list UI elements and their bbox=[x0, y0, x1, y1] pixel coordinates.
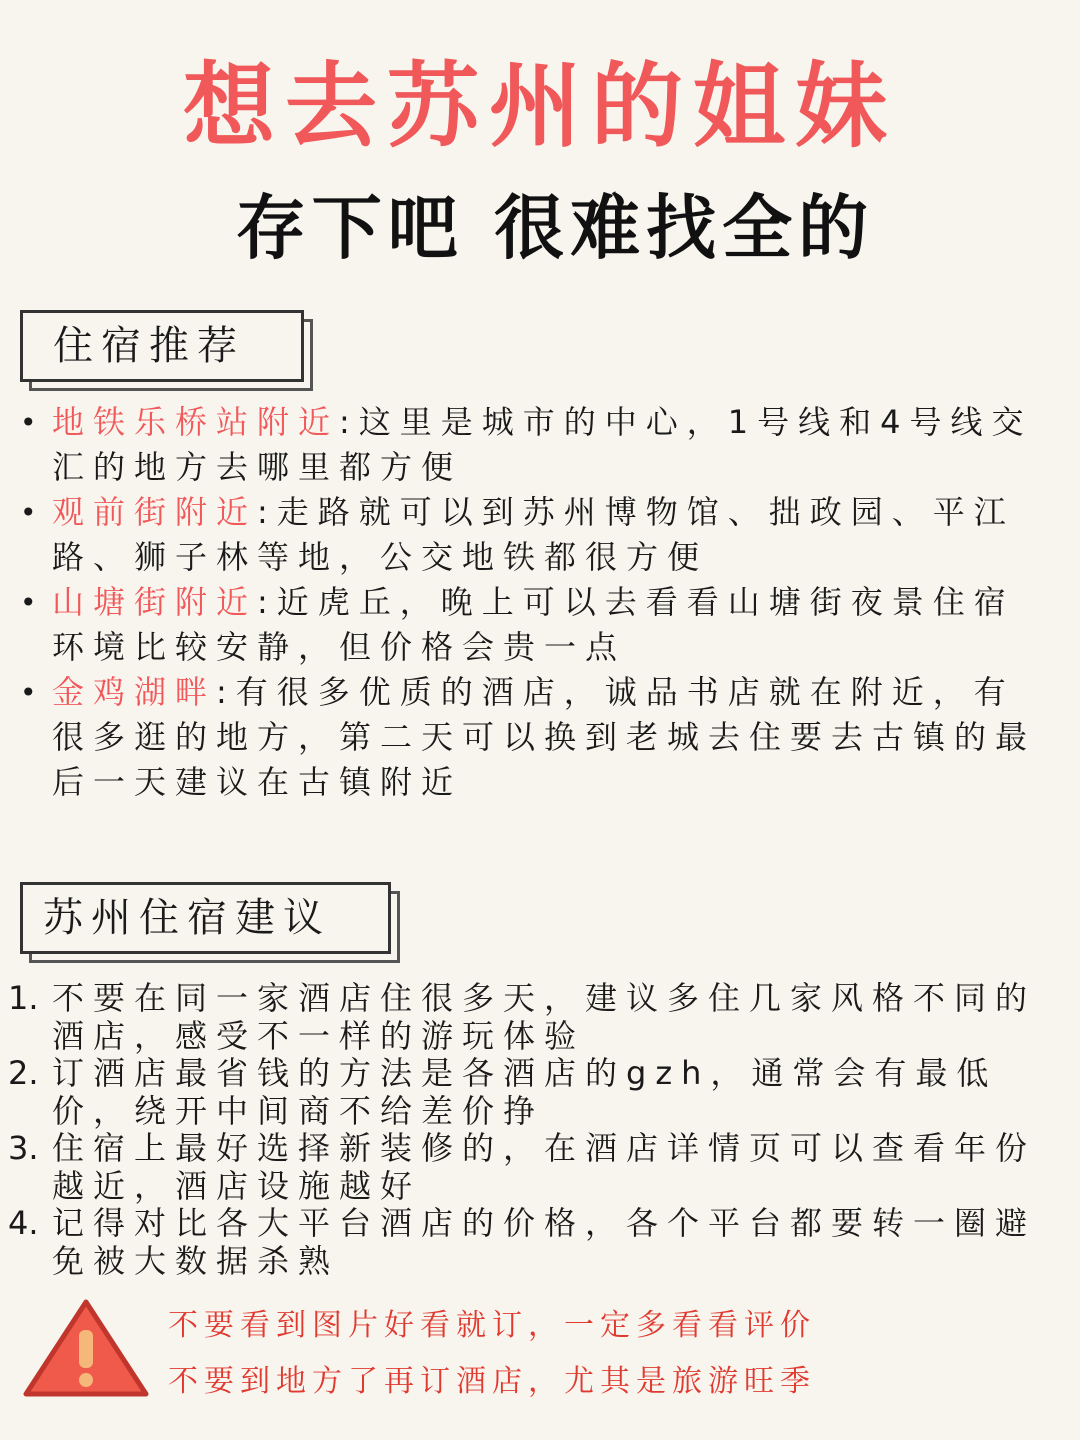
list-item bbox=[0, 400, 1080, 490]
warning-text-1: 不要看到图片好看就订，一定多看看评价 bbox=[168, 1308, 816, 1343]
section-label-accommodation: 住宿推荐 bbox=[20, 310, 304, 382]
bullet-icon: • bbox=[20, 496, 46, 529]
section-label-advice: 苏州住宿建议 bbox=[20, 882, 391, 954]
advice-text: 订酒店最省钱的方法是各酒店的gzh，通常会有最低价，绕开中间商不给差价挣 bbox=[52, 1054, 998, 1130]
list-item bbox=[0, 1205, 1080, 1280]
advice-text: 记得对比各大平台酒店的价格，各个平台都要转一圈避免被大数据杀熟 bbox=[52, 1204, 1037, 1280]
place-description: :近虎丘，晚上可以去看看山塘街夜景住宿环境比较安静，但价格会贵一点 bbox=[52, 583, 1015, 666]
place-name: 金鸡湖畔 bbox=[52, 673, 217, 711]
list-item bbox=[0, 580, 1080, 670]
bullet-icon: • bbox=[20, 406, 46, 439]
list-item bbox=[0, 1130, 1080, 1205]
bullet-icon: • bbox=[20, 586, 46, 619]
place-name: 山塘街附近 bbox=[52, 583, 258, 621]
place-description: :走路就可以到苏州博物馆、拙政园、平江路、狮子林等地，公交地铁都很方便 bbox=[52, 493, 1015, 576]
warning-text-2: 不要到地方了再订酒店，尤其是旅游旺季 bbox=[168, 1364, 816, 1399]
place-name: 地铁乐桥站附近 bbox=[52, 403, 340, 441]
item-number: 1. bbox=[8, 979, 39, 1017]
advice-text: 不要在同一家酒店住很多天，建议多住几家风格不同的酒店，感受不一样的游玩体验 bbox=[52, 979, 1037, 1055]
advice-list bbox=[0, 980, 1080, 1280]
advice-text: 住宿上最好选择新装修的，在酒店详情页可以查看年份越近，酒店设施越好 bbox=[52, 1129, 1037, 1205]
list-item bbox=[0, 670, 1080, 805]
item-number: 4. bbox=[8, 1204, 39, 1242]
list-item bbox=[0, 980, 1080, 1055]
page-title: 想去苏州的姐妹 bbox=[182, 53, 897, 160]
bullet-icon: • bbox=[20, 676, 46, 709]
page-subtitle: 存下吧 很难找全的 bbox=[235, 187, 875, 269]
warning-triangle-icon bbox=[22, 1298, 150, 1398]
place-name: 观前街附近 bbox=[52, 493, 258, 531]
list-item bbox=[0, 490, 1080, 580]
list-item bbox=[0, 1055, 1080, 1130]
accommodation-list bbox=[0, 400, 1080, 805]
place-description: :这里是城市的中心，1号线和4号线交汇的地方去哪里都方便 bbox=[52, 403, 1033, 486]
item-number: 3. bbox=[8, 1129, 39, 1167]
item-number: 2. bbox=[8, 1054, 39, 1092]
place-description: :有很多优质的酒店，诚品书店就在附近，有很多逛的地方，第二天可以换到老城去住要去古镇的最后一天建议在古镇附近 bbox=[52, 673, 1037, 801]
